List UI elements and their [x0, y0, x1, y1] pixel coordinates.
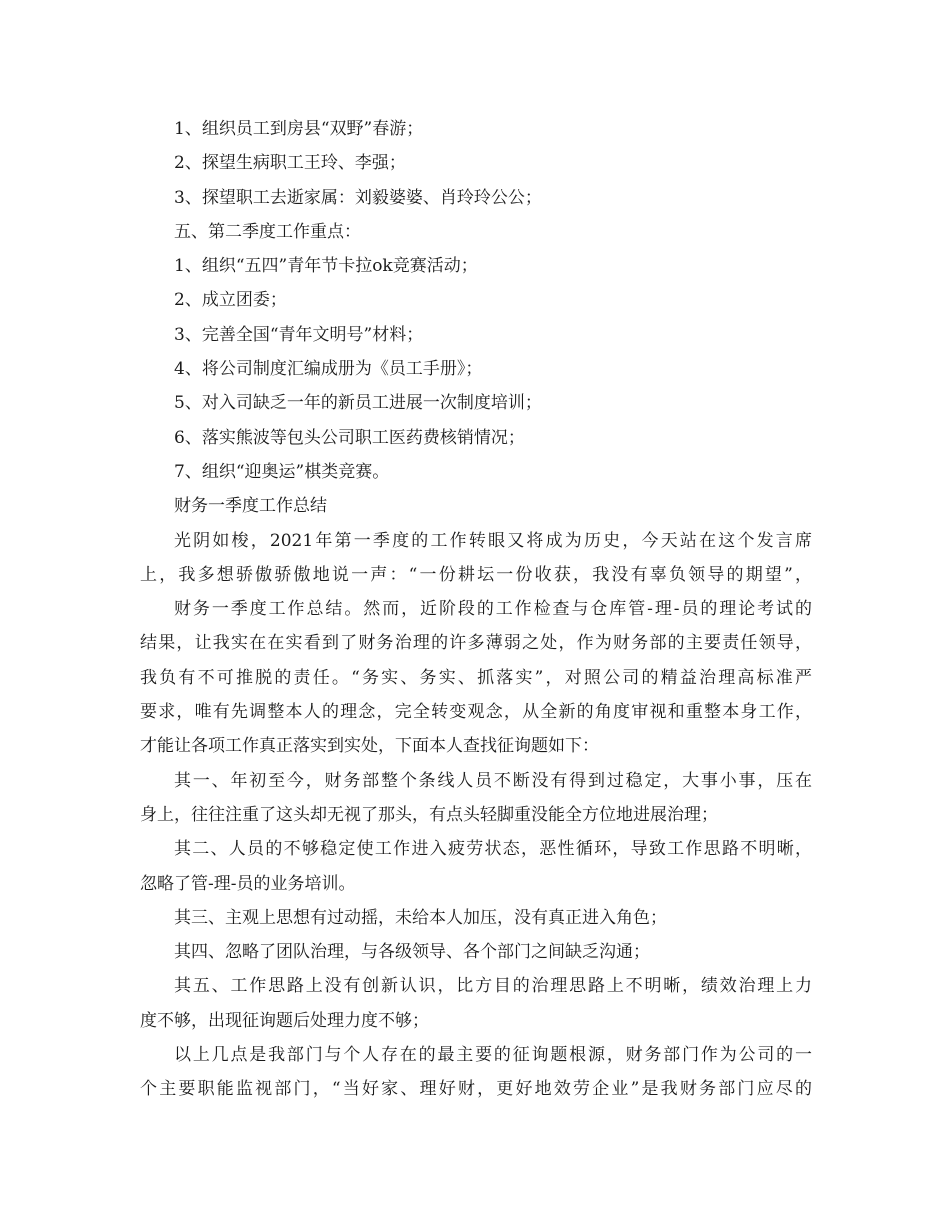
text-line: 五、第二季度工作重点：: [174, 221, 361, 242]
text-line: 3、完善全国“青年文明号”材料；: [174, 324, 424, 345]
text-line: 其一、年初至今，财务部整个条线人员不断没有得到过稳定，大事小事，压在: [174, 770, 812, 791]
text-line: 财务一季度工作总结。然而，近阶段的工作检查与仓库管-理-员的理论考试的: [174, 599, 812, 620]
text-line: 身上，往往注重了这头却无视了那头，有点头轻脚重没能全方位地进展治理；: [140, 804, 718, 825]
text-line: 度不够，出现征询题后处理力度不够；: [140, 1010, 429, 1031]
text-line: 财务一季度工作总结: [174, 496, 327, 517]
text-line: 1、组织员工到房县“双野”春游；: [174, 119, 424, 139]
text-line: 2、探望生病职工王玲、李强；: [174, 153, 406, 174]
text-line: 其二、人员的不够稳定使工作进入疲劳状态，恶性循环，导致工作思路不明晰，: [174, 839, 812, 860]
text-line: 其四、忽略了团队治理，与各级领导、各个部门之间缺乏沟通；: [174, 942, 650, 963]
text-line: 5、对入司缺乏一年的新员工进展一次制度培训；: [174, 393, 542, 414]
text-line: 4、将公司制度汇编成册为《员工手册》；: [174, 359, 483, 380]
text-line: 6、落实熊波等包头公司职工医药费核销情况；: [174, 427, 525, 448]
text-line: 以上几点是我部门与个人存在的最主要的征询题根源，财务部门作为公司的一: [174, 1045, 812, 1066]
text-line: 7、组织“迎奥运”棋类竞赛。: [174, 461, 390, 482]
text-line: 3、探望职工去逝家属：刘毅婆婆、肖玲玲公公；: [174, 187, 542, 208]
text-line: 光阴如梭，2021年第一季度的工作转眼又将成为历史，今天站在这个发言席: [174, 530, 812, 551]
text-line: 才能让各项工作真正落实到实处，下面本人查找征询题如下：: [140, 736, 599, 757]
text-line: 其三、主观上思想有过动摇，未给本人加压，没有真正进入角色；: [174, 907, 667, 928]
text-line: 个主要职能监视部门，“当好家、理好财，更好地效劳企业”是我财务部门应尽的: [140, 1079, 812, 1100]
text-line: 1、组织“五四”青年节卡拉ok竞赛活动；: [174, 256, 478, 277]
text-line: 结果，让我实在在实看到了财务治理的许多薄弱之处，作为财务部的主要责任领导，: [140, 633, 812, 654]
text-line: 上，我多想骄傲骄傲地说一声：“一份耕坛一份收获，我没有辜负领导的期望”，: [140, 564, 812, 585]
text-line: 忽略了管-理-员的业务培训。: [140, 873, 356, 894]
text-line: 其五、工作思路上没有创新认识，比方目的治理思路上不明晰，绩效治理上力: [174, 976, 812, 997]
text-line: 我负有不可推脱的责任。“务实、务实、抓落实”，对照公司的精益治理高标准严: [140, 667, 812, 688]
text-line: 2、成立团委；: [174, 290, 287, 311]
document-page: [140, 112, 812, 1107]
text-line: 要求，唯有先调整本人的理念，完全转变观念，从全新的角度审视和重整本身工作，: [140, 702, 812, 723]
